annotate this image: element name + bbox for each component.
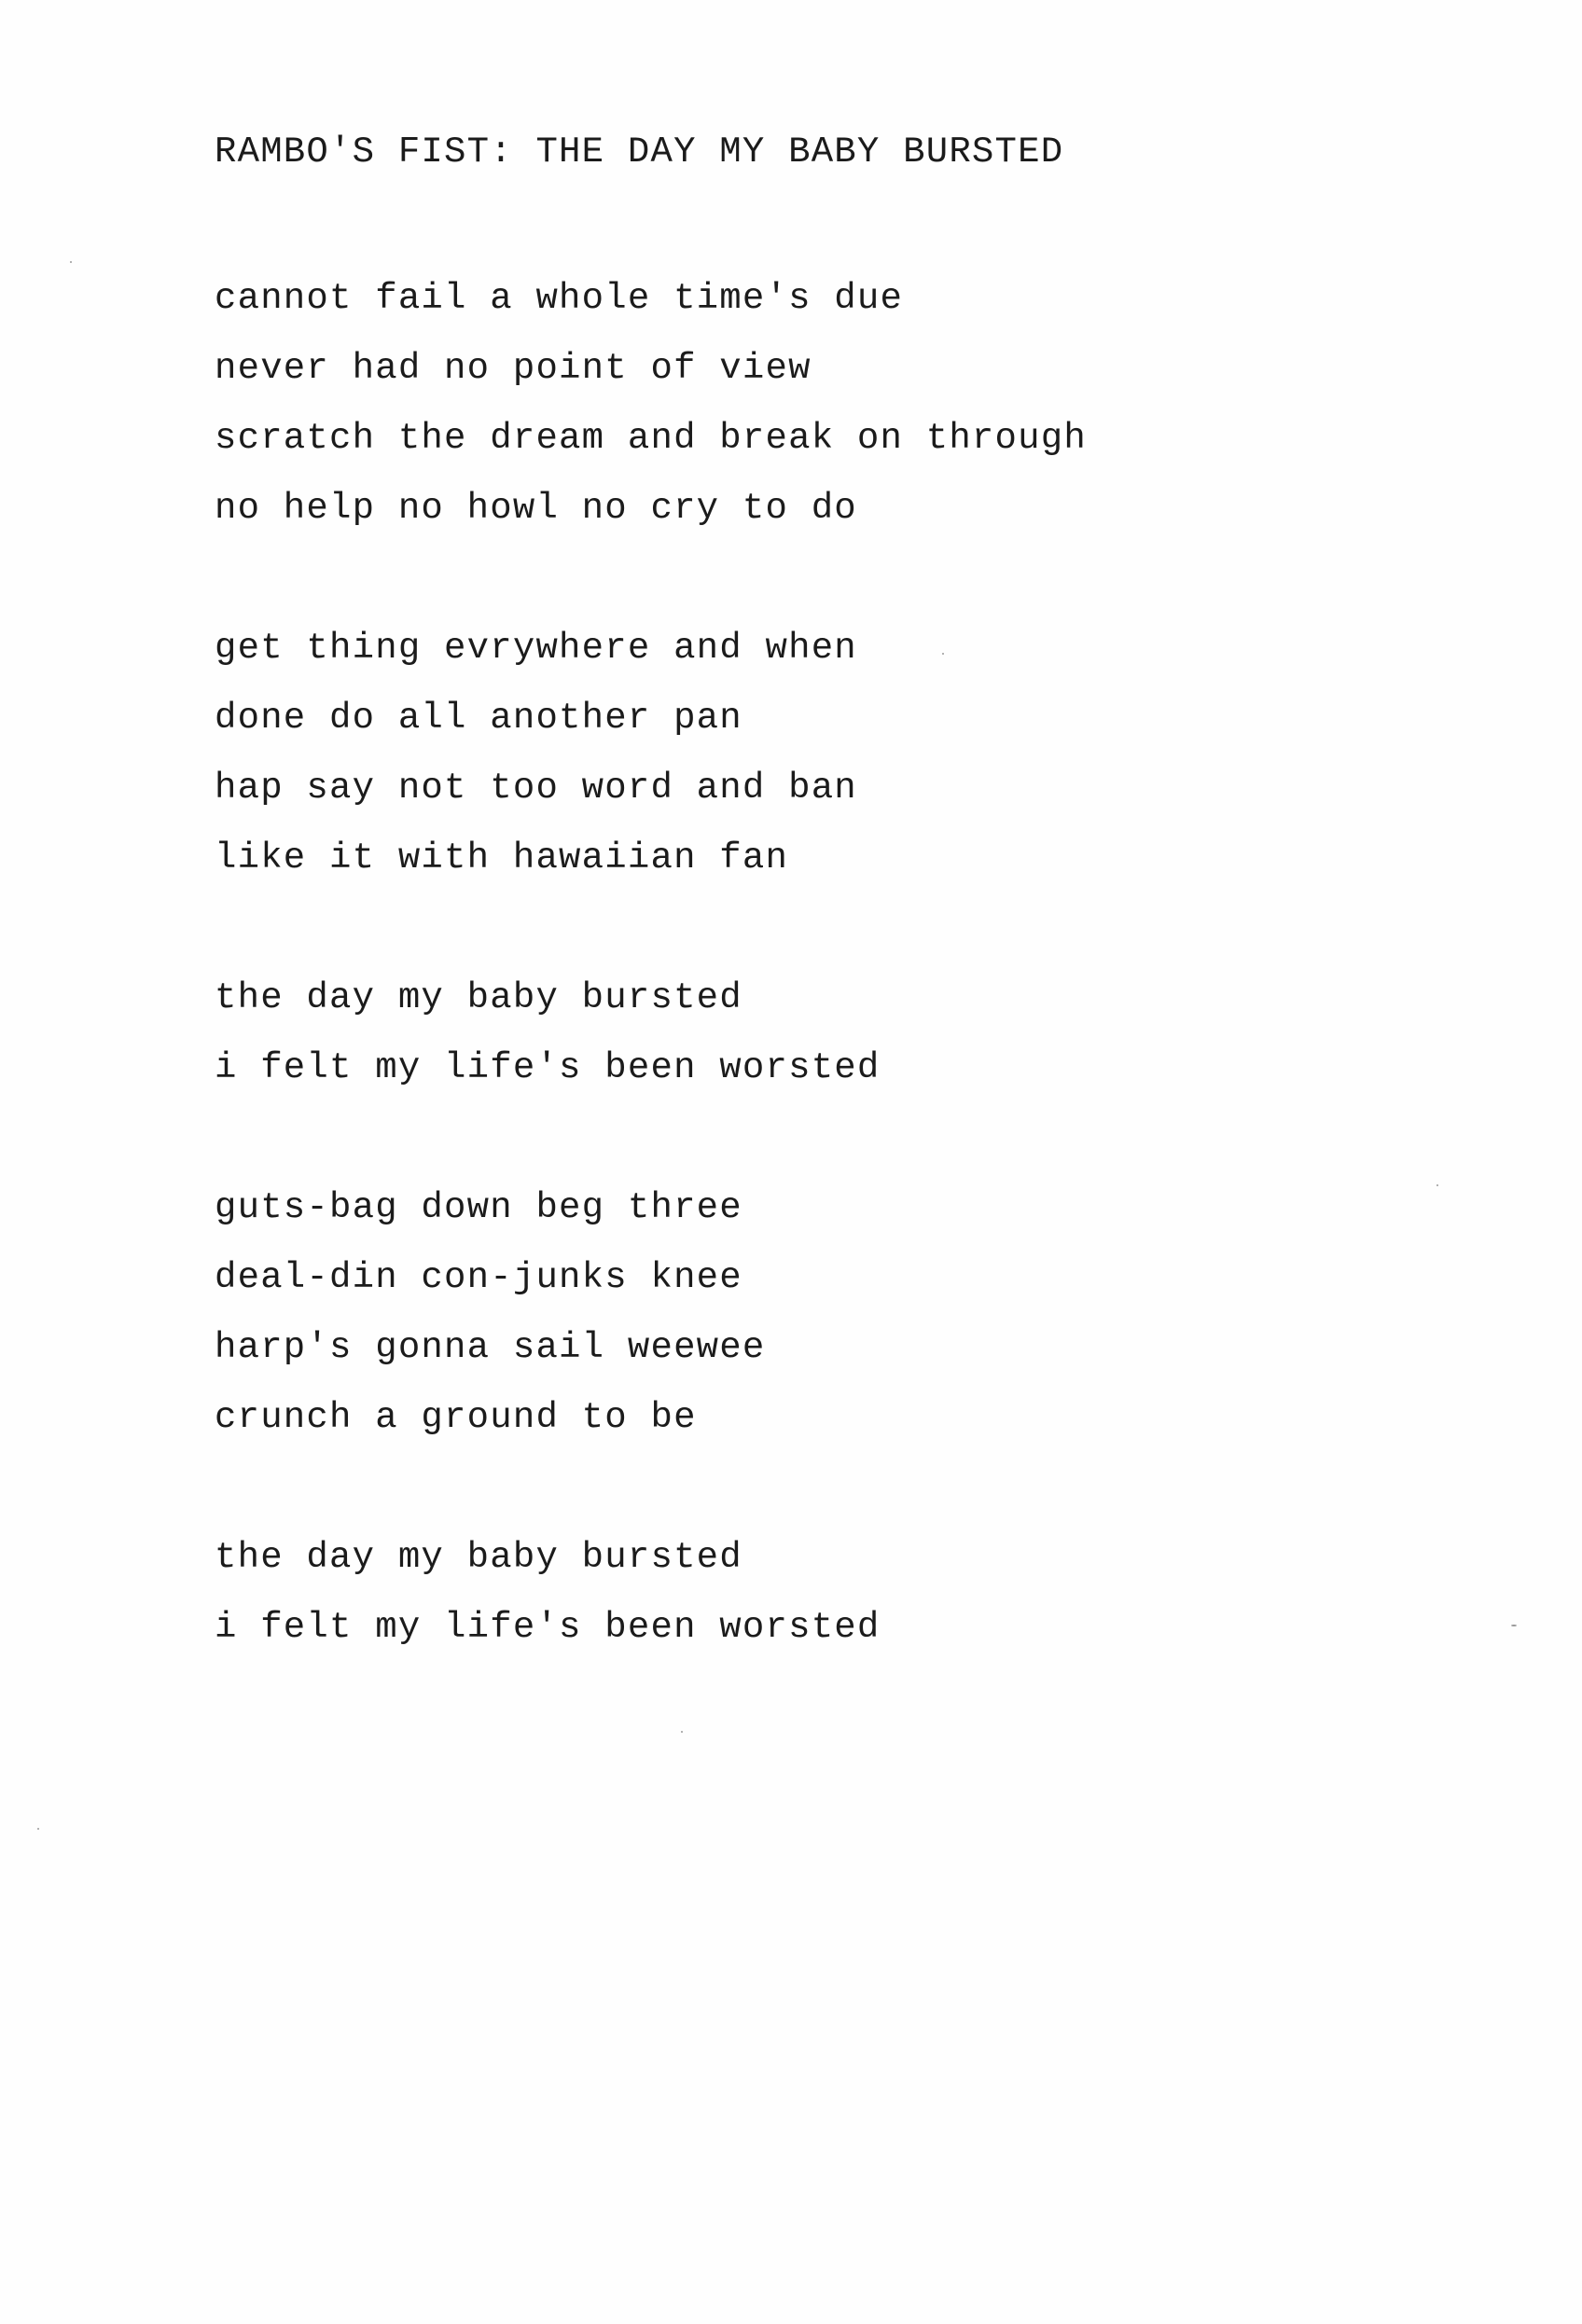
scan-speck [681,1731,683,1733]
poem-line: i felt my life's been worsted [215,1047,881,1088]
poem-line: hap say not too word and ban [215,768,857,809]
poem-line: guts-bag down beg three [215,1187,742,1228]
poem [215,129,1427,1733]
stanza-2 [215,614,1427,893]
poem-line: scratch the dream and break on through [215,418,1087,459]
poem-line: deal-din con-junks knee [215,1257,742,1298]
stanza-1 [215,264,1427,544]
poem-line: done do all another pan [215,698,742,739]
scan-speck [1511,1625,1517,1626]
poem-line: the day my baby bursted [215,1537,742,1578]
poem-line: harp's gonna sail weewee [215,1327,766,1368]
stanza-5-refrain [215,1523,1427,1663]
stanza-4 [215,1173,1427,1453]
poem-line: crunch a ground to be [215,1397,697,1438]
scan-speck [1436,1184,1438,1186]
stanza-3-refrain [215,963,1427,1103]
poem-line: get thing evrywhere and when [215,628,857,669]
poem-line: the day my baby bursted [215,977,742,1018]
poem-line: no help no howl no cry to do [215,488,857,529]
poem-line: cannot fail a whole time's due [215,278,904,319]
poem-line: never had no point of view [215,348,812,389]
scan-speck [942,653,944,655]
poem-title: RAMBO'S FIST: THE DAY MY BABY BURSTED [215,131,1064,173]
poem-line: i felt my life's been worsted [215,1607,881,1648]
poem-line: like it with hawaiian fan [215,837,789,878]
scan-speck [70,261,72,263]
scan-speck [37,1828,39,1830]
